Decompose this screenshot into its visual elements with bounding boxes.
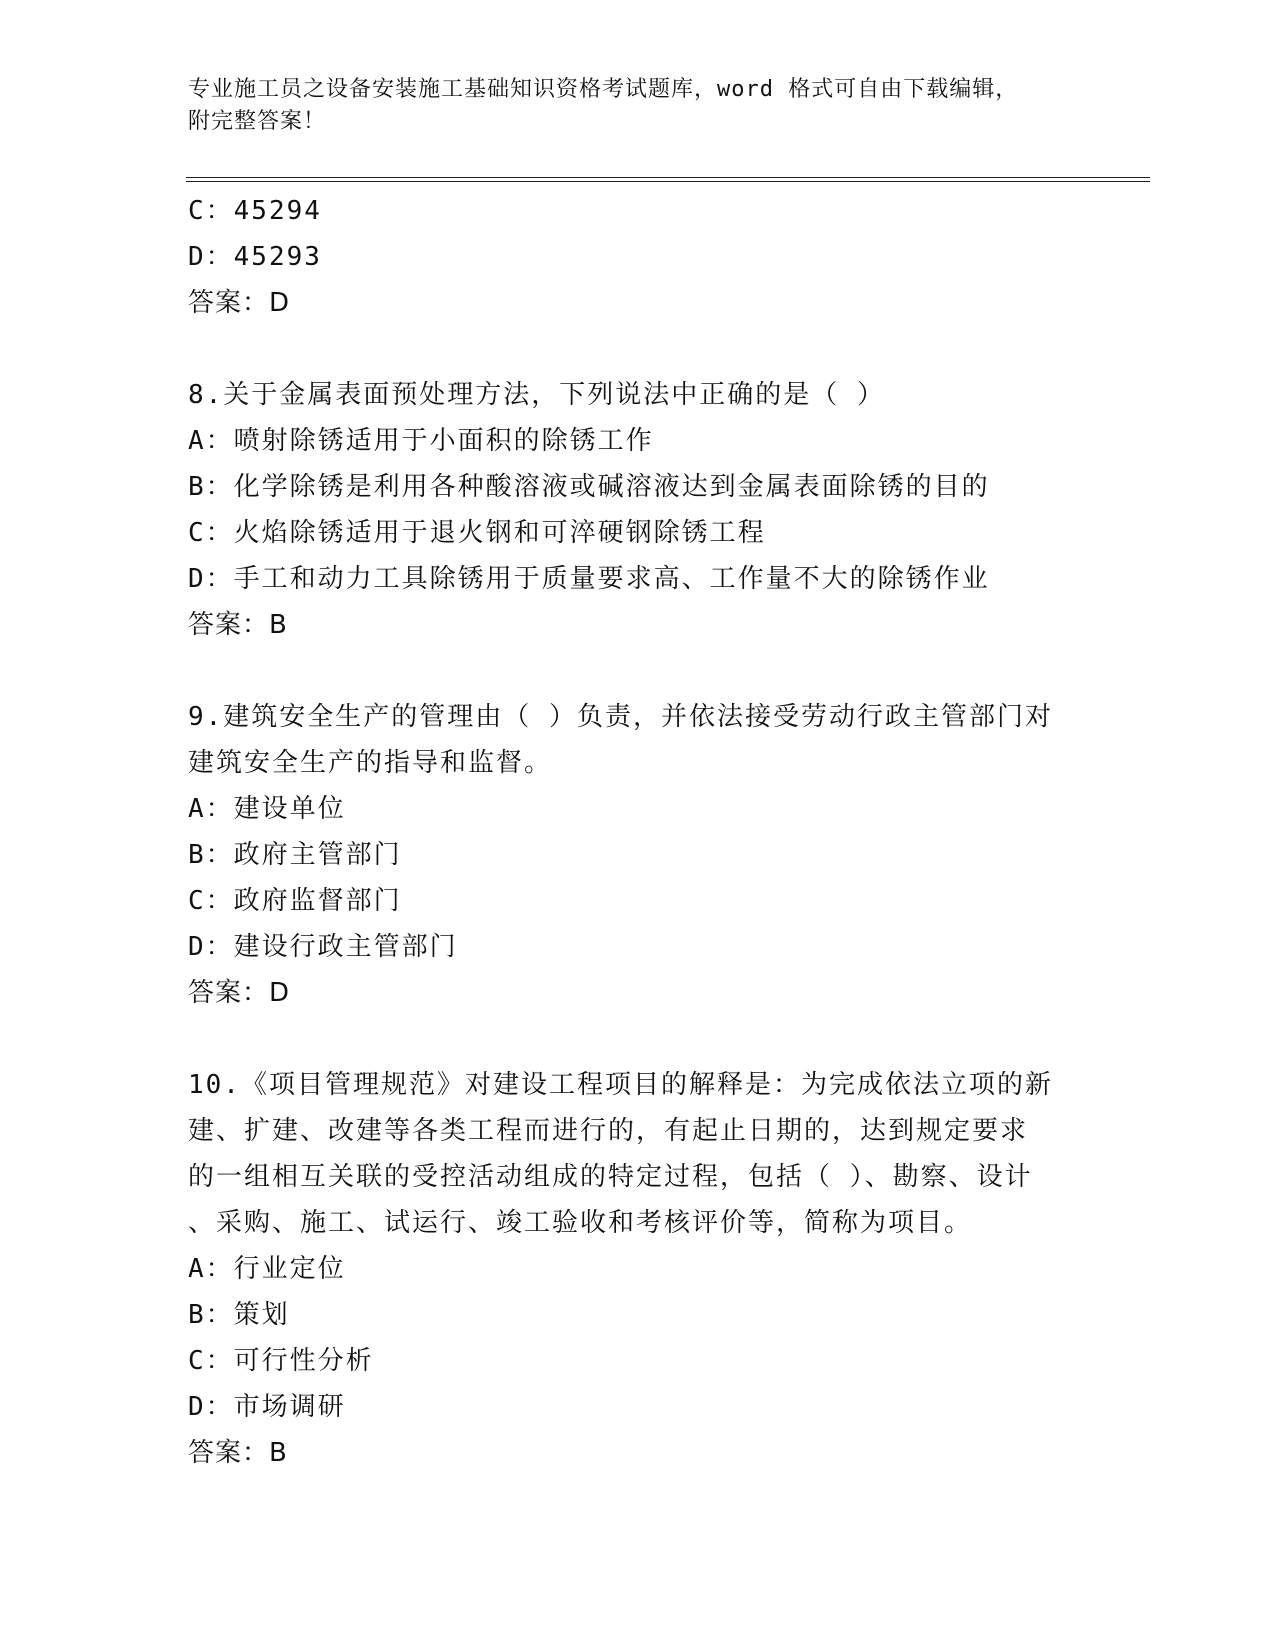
question-stem-line: 10.《项目管理规范》对建设工程项目的解释是：为完成依法立项的新 bbox=[188, 1070, 1053, 1100]
question-10 bbox=[188, 1062, 1088, 1476]
question-stem-line: 9.建筑安全生产的管理由（ ）负责，并依法接受劳动行政主管部门对 bbox=[188, 702, 1053, 732]
option-d: D：市场调研 bbox=[188, 1392, 346, 1422]
option-b: B：策划 bbox=[188, 1300, 290, 1330]
option-d: D：45293 bbox=[188, 242, 322, 272]
option-d: D：建设行政主管部门 bbox=[188, 932, 458, 962]
header-double-rule bbox=[186, 177, 1150, 182]
option-c: C：火焰除锈适用于退火钢和可淬硬钢除锈工程 bbox=[188, 518, 766, 548]
option-c: C：可行性分析 bbox=[188, 1346, 374, 1376]
header-line-1: 专业施工员之设备安装施工基础知识资格考试题库，word 格式可自由下载编辑， bbox=[188, 77, 1019, 102]
spacer bbox=[188, 326, 1088, 372]
option-a: A：建设单位 bbox=[188, 794, 346, 824]
option-b: B：政府主管部门 bbox=[188, 840, 402, 870]
option-a: A：行业定位 bbox=[188, 1254, 346, 1284]
page-header bbox=[188, 74, 1068, 138]
option-c: C：45294 bbox=[188, 196, 322, 226]
question-stem-line: 、采购、施工、试运行、竣工验收和考核评价等，简称为项目。 bbox=[188, 1208, 973, 1238]
question-stem-line: 建、扩建、改建等各类工程而进行的，有起止日期的，达到规定要求 bbox=[188, 1116, 1029, 1146]
question-stem-line: 的一组相互关联的受控活动组成的特定过程，包括（ ）、勘察、设计 bbox=[188, 1162, 1033, 1192]
answer: 答案：D bbox=[188, 978, 291, 1008]
option-a: A：喷射除锈适用于小面积的除锈工作 bbox=[188, 426, 654, 456]
spacer bbox=[188, 1016, 1088, 1062]
question-list bbox=[188, 188, 1088, 1476]
question-9 bbox=[188, 694, 1088, 1016]
question-8 bbox=[188, 372, 1088, 648]
question-stem-line: 建筑安全生产的指导和监督。 bbox=[188, 748, 553, 778]
option-b: B：化学除锈是利用各种酸溶液或碱溶液达到金属表面除锈的目的 bbox=[188, 472, 990, 502]
answer: 答案：B bbox=[188, 1438, 288, 1468]
option-d: D：手工和动力工具除锈用于质量要求高、工作量不大的除锈作业 bbox=[188, 564, 990, 594]
answer: 答案：D bbox=[188, 288, 291, 318]
spacer bbox=[188, 648, 1088, 694]
option-c: C：政府监督部门 bbox=[188, 886, 402, 916]
question-stem: 8.关于金属表面预处理方法，下列说法中正确的是（ ） bbox=[188, 380, 885, 410]
answer: 答案：B bbox=[188, 610, 288, 640]
header-line-2: 附完整答案！ bbox=[188, 109, 327, 134]
question-7-tail bbox=[188, 188, 1088, 326]
